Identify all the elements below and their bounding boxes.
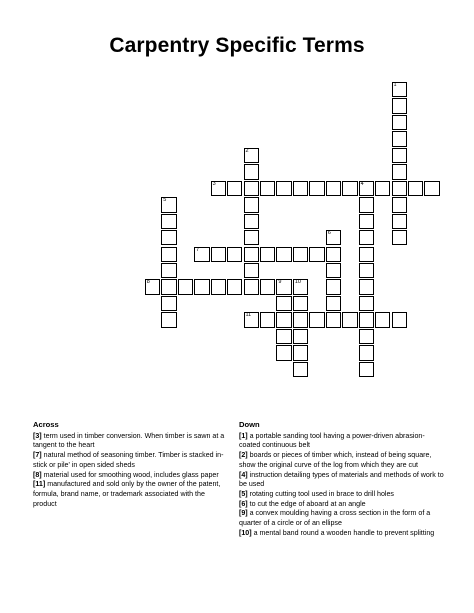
crossword-cell[interactable] — [359, 312, 374, 327]
crossword-cell[interactable] — [392, 82, 407, 97]
crossword-cell[interactable] — [293, 296, 308, 311]
clue-number: 4 — [360, 180, 364, 187]
down-clues — [239, 420, 445, 538]
crossword-cell[interactable] — [359, 296, 374, 311]
clue-across-3: [3] term used in timber conversion. When timber is sawn at a tangent to the heart — [33, 431, 225, 450]
crossword-cell[interactable] — [342, 181, 357, 196]
crossword-cell[interactable] — [392, 197, 407, 212]
crossword-cell[interactable] — [161, 247, 176, 262]
crossword-cell[interactable] — [244, 164, 259, 179]
clue-number: 5 — [163, 197, 167, 204]
across-clues — [33, 420, 229, 509]
clue-down-5: [5] rotating cutting tool used in brace to drill holes — [239, 489, 394, 498]
crossword-cell[interactable] — [276, 345, 291, 360]
clue-down-4: [4] instruction detailing types of materials and methods of work to be used — [239, 470, 444, 489]
clue-number: 11 — [245, 312, 252, 319]
crossword-cell[interactable] — [211, 279, 226, 294]
crossword-cell[interactable] — [359, 214, 374, 229]
crossword-cell[interactable] — [276, 312, 291, 327]
crossword-cell[interactable] — [260, 247, 275, 262]
crossword-cell[interactable] — [359, 329, 374, 344]
crossword-cell[interactable] — [326, 279, 341, 294]
crossword-cell[interactable] — [244, 263, 259, 278]
crossword-cell[interactable] — [161, 279, 176, 294]
crossword-cell[interactable] — [194, 247, 209, 262]
crossword-cell[interactable] — [260, 279, 275, 294]
crossword-cell[interactable] — [244, 279, 259, 294]
down-heading: Down — [239, 420, 260, 429]
crossword-cell[interactable] — [326, 247, 341, 262]
crossword-cell[interactable] — [359, 230, 374, 245]
clue-down-9: [9] a convex moulding having a cross section in the form of a quarter of a circle or of an ellipse — [239, 509, 431, 528]
crossword-cell[interactable] — [359, 362, 374, 377]
crossword-cell[interactable] — [326, 230, 341, 245]
clue-across-8: [8] material used for smoothing wood, includes glass paper — [33, 470, 219, 479]
crossword-cell[interactable] — [161, 296, 176, 311]
clue-number: 8 — [146, 279, 150, 286]
crossword-cell[interactable] — [326, 181, 341, 196]
crossword-cell[interactable] — [178, 279, 193, 294]
crossword-cell[interactable] — [276, 279, 291, 294]
crossword-cell[interactable] — [244, 247, 259, 262]
crossword-cell[interactable] — [326, 312, 341, 327]
crossword-cell[interactable] — [244, 197, 259, 212]
crossword-cell[interactable] — [359, 181, 374, 196]
clue-number: 3 — [212, 180, 216, 187]
crossword-cell[interactable] — [359, 247, 374, 262]
crossword-cell[interactable] — [309, 247, 324, 262]
crossword-cell[interactable] — [392, 230, 407, 245]
crossword-cell[interactable] — [276, 296, 291, 311]
crossword-cell[interactable] — [293, 329, 308, 344]
crossword-cell[interactable] — [392, 181, 407, 196]
clue-across-11: [11] manufactured and sold only by the owner of the patent, formula, brand name, or trademark associated with the product — [33, 480, 221, 508]
crossword-cell[interactable] — [161, 263, 176, 278]
crossword-cell[interactable] — [392, 312, 407, 327]
clue-down-6: [6] to cut the edge of aboard at an angle — [239, 499, 366, 508]
crossword-cell[interactable] — [293, 247, 308, 262]
crossword-cell[interactable] — [293, 181, 308, 196]
crossword-cell[interactable] — [392, 214, 407, 229]
crossword-cell[interactable] — [293, 362, 308, 377]
clue-down-1: [1] a portable sanding tool having a power-driven abrasion-coated continuous belt — [239, 431, 425, 450]
crossword-cell[interactable] — [244, 312, 259, 327]
clue-across-7: [7] natural method of seasoning timber. Timber is stacked in-stick or pile' in open sided sheds — [33, 451, 224, 469]
crossword-cell[interactable] — [392, 98, 407, 113]
clue-number: 1 — [393, 82, 397, 88]
crossword-cell[interactable] — [145, 279, 160, 294]
clue-number: 9 — [278, 279, 282, 286]
crossword-cell[interactable] — [326, 296, 341, 311]
crossword-cell[interactable] — [260, 181, 275, 196]
crossword-cell[interactable] — [392, 148, 407, 163]
clue-number: 2 — [245, 147, 249, 154]
crossword-cell[interactable] — [392, 164, 407, 179]
crossword-cell[interactable] — [161, 197, 176, 212]
clue-number: 10 — [294, 279, 301, 286]
crossword-cell[interactable] — [244, 214, 259, 229]
crossword-cell[interactable] — [392, 115, 407, 130]
clue-down-10: [10] a mental band round a wooden handle to prevent splitting — [239, 528, 435, 537]
crossword-cell[interactable] — [161, 214, 176, 229]
crossword-cell[interactable] — [359, 263, 374, 278]
crossword-cell[interactable] — [309, 312, 324, 327]
crossword-cell[interactable] — [244, 148, 259, 163]
crossword-cell[interactable] — [227, 279, 242, 294]
crossword-cell[interactable] — [276, 247, 291, 262]
crossword-cell[interactable] — [309, 181, 324, 196]
clue-down-2: [2] boards or pieces of timber which, instead of being square, show the original curve of the log from which they are cut — [239, 451, 432, 469]
crossword-cell[interactable] — [276, 329, 291, 344]
crossword-cell[interactable] — [227, 181, 242, 196]
crossword-cell[interactable] — [260, 312, 275, 327]
page-title: Carpentry Specific Terms — [109, 34, 365, 57]
crossword-cell[interactable] — [392, 131, 407, 146]
crossword-cell[interactable] — [326, 263, 341, 278]
clue-number: 6 — [327, 230, 331, 237]
crossword-cell[interactable] — [359, 197, 374, 212]
clue-number: 7 — [196, 246, 200, 253]
crossword-cell[interactable] — [293, 345, 308, 360]
crossword-cell[interactable] — [359, 345, 374, 360]
crossword-cell[interactable] — [194, 279, 209, 294]
crossword-cell[interactable] — [375, 312, 390, 327]
crossword-cell[interactable] — [359, 279, 374, 294]
crossword-cell[interactable] — [293, 279, 308, 294]
crossword-cell[interactable] — [424, 181, 439, 196]
crossword-cell[interactable] — [244, 230, 259, 245]
crossword-cell[interactable] — [293, 312, 308, 327]
across-heading: Across — [33, 420, 59, 429]
crossword-cell[interactable] — [211, 247, 226, 262]
crossword-cell[interactable] — [227, 247, 242, 262]
crossword-cell[interactable] — [276, 181, 291, 196]
crossword-cell[interactable] — [161, 230, 176, 245]
crossword-cell[interactable] — [375, 181, 390, 196]
crossword-cell[interactable] — [211, 181, 226, 196]
crossword-cell[interactable] — [342, 312, 357, 327]
crossword-cell[interactable] — [161, 312, 176, 327]
crossword-cell[interactable] — [244, 181, 259, 196]
crossword-cell[interactable] — [408, 181, 423, 196]
